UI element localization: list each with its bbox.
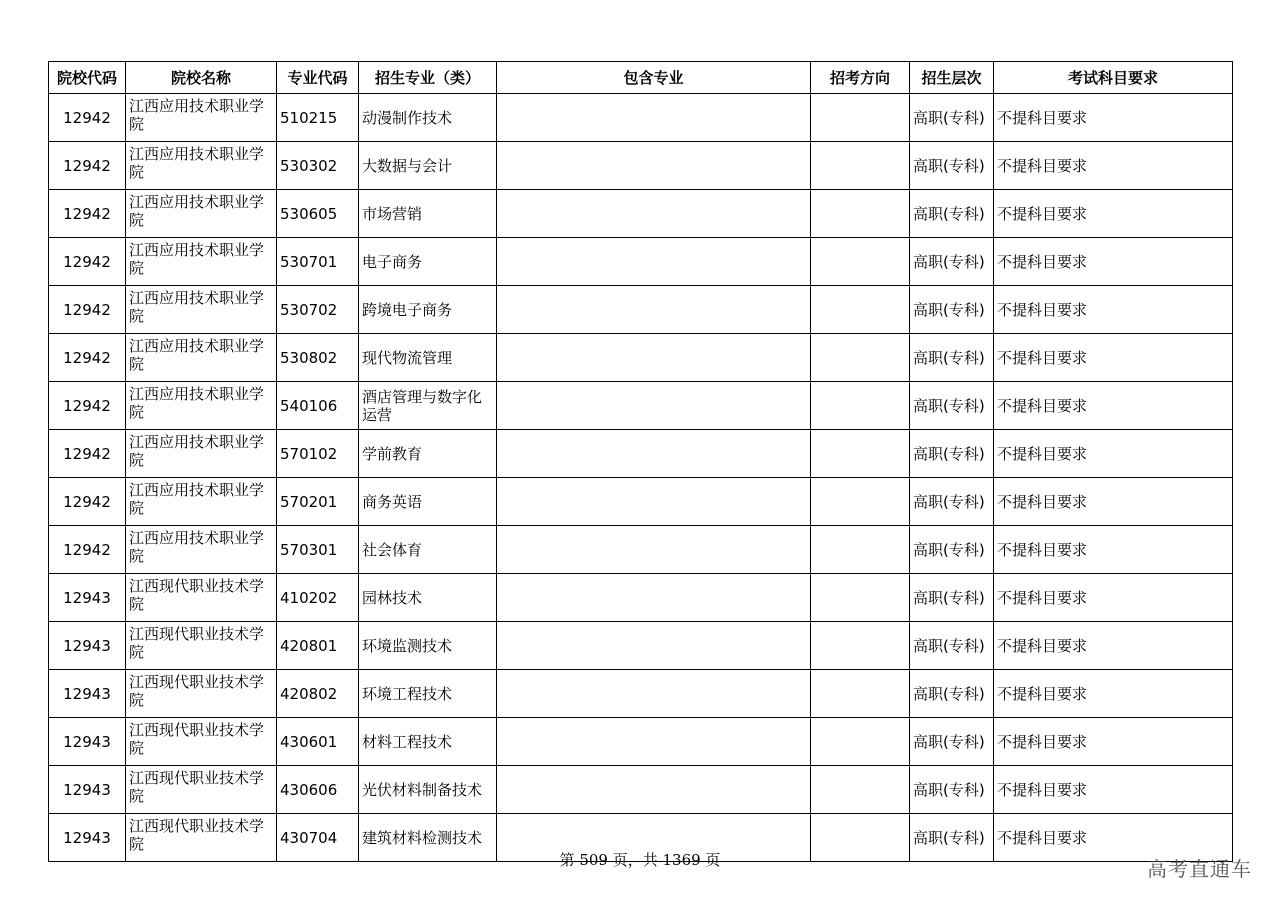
cell-requirement: 不提科目要求: [994, 526, 1233, 574]
cell-major: 商务英语: [359, 478, 497, 526]
cell-major-code: 420801: [277, 622, 359, 670]
cell-direction: [811, 94, 910, 142]
cell-direction: [811, 238, 910, 286]
table-row: [49, 526, 1233, 574]
cell-direction: [811, 718, 910, 766]
cell-school-code: 12943: [49, 718, 126, 766]
cell-school-code: 12942: [49, 142, 126, 190]
cell-school-name: 江西应用技术职业学院: [126, 142, 277, 190]
cell-major-code: 430601: [277, 718, 359, 766]
cell-requirement: 不提科目要求: [994, 670, 1233, 718]
cell-level: 高职(专科): [910, 334, 994, 382]
cell-major: 市场营销: [359, 190, 497, 238]
cell-major: 环境监测技术: [359, 622, 497, 670]
cell-direction: [811, 622, 910, 670]
enrollment-table: [48, 61, 1233, 862]
cell-major: 园林技术: [359, 574, 497, 622]
cell-direction: [811, 430, 910, 478]
cell-school-code: 12943: [49, 622, 126, 670]
cell-direction: [811, 670, 910, 718]
cell-major-code: 530802: [277, 334, 359, 382]
cell-level: 高职(专科): [910, 286, 994, 334]
cell-level: 高职(专科): [910, 190, 994, 238]
cell-included-majors: [497, 574, 811, 622]
cell-school-name: 江西应用技术职业学院: [126, 526, 277, 574]
table-row: [49, 334, 1233, 382]
table-row: [49, 478, 1233, 526]
cell-included-majors: [497, 526, 811, 574]
header-school-name: 院校名称: [126, 62, 277, 94]
table-row: [49, 94, 1233, 142]
cell-school-name: 江西应用技术职业学院: [126, 286, 277, 334]
cell-major-code: 430606: [277, 766, 359, 814]
cell-school-name: 江西应用技术职业学院: [126, 382, 277, 430]
cell-school-code: 12943: [49, 670, 126, 718]
cell-school-name: 江西现代职业技术学院: [126, 574, 277, 622]
cell-school-code: 12943: [49, 766, 126, 814]
cell-level: 高职(专科): [910, 478, 994, 526]
cell-included-majors: [497, 94, 811, 142]
cell-level: 高职(专科): [910, 718, 994, 766]
table-row: [49, 382, 1233, 430]
cell-direction: [811, 286, 910, 334]
cell-major: 酒店管理与数字化运营: [359, 382, 497, 430]
cell-requirement: 不提科目要求: [994, 718, 1233, 766]
cell-major: 学前教育: [359, 430, 497, 478]
header-requirement: 考试科目要求: [994, 62, 1233, 94]
cell-level: 高职(专科): [910, 766, 994, 814]
cell-requirement: 不提科目要求: [994, 190, 1233, 238]
table-row: [49, 430, 1233, 478]
header-direction: 招考方向: [811, 62, 910, 94]
cell-included-majors: [497, 382, 811, 430]
cell-requirement: 不提科目要求: [994, 574, 1233, 622]
cell-major: 跨境电子商务: [359, 286, 497, 334]
cell-major: 电子商务: [359, 238, 497, 286]
cell-major: 环境工程技术: [359, 670, 497, 718]
cell-major: 社会体育: [359, 526, 497, 574]
cell-major-code: 570201: [277, 478, 359, 526]
cell-school-name: 江西现代职业技术学院: [126, 670, 277, 718]
page-number: 第 509 页，共 1369 页: [559, 851, 721, 869]
cell-requirement: 不提科目要求: [994, 622, 1233, 670]
cell-requirement: 不提科目要求: [994, 142, 1233, 190]
table-row: [49, 574, 1233, 622]
cell-direction: [811, 190, 910, 238]
cell-included-majors: [497, 670, 811, 718]
cell-school-code: 12942: [49, 190, 126, 238]
cell-major-code: 410202: [277, 574, 359, 622]
table-row: [49, 718, 1233, 766]
table-row: [49, 238, 1233, 286]
cell-level: 高职(专科): [910, 622, 994, 670]
cell-direction: [811, 382, 910, 430]
table-header-row: [49, 62, 1233, 94]
table-row: [49, 622, 1233, 670]
cell-school-code: 12942: [49, 526, 126, 574]
cell-requirement: 不提科目要求: [994, 766, 1233, 814]
cell-major: 大数据与会计: [359, 142, 497, 190]
cell-level: 高职(专科): [910, 526, 994, 574]
cell-school-code: 12942: [49, 238, 126, 286]
table-row: [49, 190, 1233, 238]
cell-direction: [811, 526, 910, 574]
cell-school-code: 12942: [49, 478, 126, 526]
table-row: [49, 142, 1233, 190]
cell-direction: [811, 478, 910, 526]
cell-school-name: 江西现代职业技术学院: [126, 814, 277, 862]
cell-included-majors: [497, 622, 811, 670]
cell-included-majors: [497, 142, 811, 190]
cell-major-code: 540106: [277, 382, 359, 430]
cell-included-majors: [497, 478, 811, 526]
cell-level: 高职(专科): [910, 430, 994, 478]
cell-school-name: 江西应用技术职业学院: [126, 94, 277, 142]
cell-requirement: 不提科目要求: [994, 334, 1233, 382]
cell-school-name: 江西现代职业技术学院: [126, 622, 277, 670]
cell-major-code: 530605: [277, 190, 359, 238]
cell-level: 高职(专科): [910, 574, 994, 622]
cell-school-name: 江西应用技术职业学院: [126, 334, 277, 382]
cell-level: 高职(专科): [910, 94, 994, 142]
cell-included-majors: [497, 718, 811, 766]
cell-school-name: 江西应用技术职业学院: [126, 238, 277, 286]
cell-level: 高职(专科): [910, 142, 994, 190]
cell-major: 建筑材料检测技术: [359, 814, 497, 862]
cell-level: 高职(专科): [910, 670, 994, 718]
cell-school-code: 12942: [49, 94, 126, 142]
cell-school-code: 12942: [49, 382, 126, 430]
cell-school-name: 江西应用技术职业学院: [126, 430, 277, 478]
cell-major-code: 510215: [277, 94, 359, 142]
cell-requirement: 不提科目要求: [994, 238, 1233, 286]
cell-major: 动漫制作技术: [359, 94, 497, 142]
cell-direction: [811, 142, 910, 190]
cell-direction: [811, 334, 910, 382]
cell-requirement: 不提科目要求: [994, 814, 1233, 862]
table-row: [49, 766, 1233, 814]
cell-major: 现代物流管理: [359, 334, 497, 382]
cell-direction: [811, 766, 910, 814]
cell-major-code: 530701: [277, 238, 359, 286]
header-major-code: 专业代码: [277, 62, 359, 94]
cell-school-code: 12943: [49, 814, 126, 862]
cell-school-name: 江西应用技术职业学院: [126, 190, 277, 238]
header-level: 招生层次: [910, 62, 994, 94]
cell-major-code: 570301: [277, 526, 359, 574]
cell-major-code: 430704: [277, 814, 359, 862]
cell-school-code: 12943: [49, 574, 126, 622]
cell-requirement: 不提科目要求: [994, 382, 1233, 430]
cell-included-majors: [497, 286, 811, 334]
header-included-majors: 包含专业: [497, 62, 811, 94]
cell-requirement: 不提科目要求: [994, 94, 1233, 142]
cell-major-code: 420802: [277, 670, 359, 718]
cell-direction: [811, 574, 910, 622]
cell-level: 高职(专科): [910, 382, 994, 430]
cell-included-majors: [497, 430, 811, 478]
header-major: 招生专业（类）: [359, 62, 497, 94]
cell-level: 高职(专科): [910, 238, 994, 286]
cell-major: 材料工程技术: [359, 718, 497, 766]
cell-included-majors: [497, 190, 811, 238]
cell-major: 光伏材料制备技术: [359, 766, 497, 814]
watermark: 高考直通车: [1147, 857, 1252, 881]
table-row: [49, 670, 1233, 718]
cell-school-code: 12942: [49, 286, 126, 334]
cell-included-majors: [497, 766, 811, 814]
cell-major-code: 570102: [277, 430, 359, 478]
cell-school-code: 12942: [49, 334, 126, 382]
cell-level: 高职(专科): [910, 814, 994, 862]
cell-included-majors: [497, 238, 811, 286]
cell-requirement: 不提科目要求: [994, 478, 1233, 526]
cell-included-majors: [497, 334, 811, 382]
cell-requirement: 不提科目要求: [994, 286, 1233, 334]
cell-school-name: 江西现代职业技术学院: [126, 718, 277, 766]
cell-major-code: 530302: [277, 142, 359, 190]
cell-school-name: 江西现代职业技术学院: [126, 766, 277, 814]
cell-school-code: 12942: [49, 430, 126, 478]
cell-school-name: 江西应用技术职业学院: [126, 478, 277, 526]
cell-requirement: 不提科目要求: [994, 430, 1233, 478]
header-school-code: 院校代码: [49, 62, 126, 94]
cell-major-code: 530702: [277, 286, 359, 334]
table-row: [49, 286, 1233, 334]
